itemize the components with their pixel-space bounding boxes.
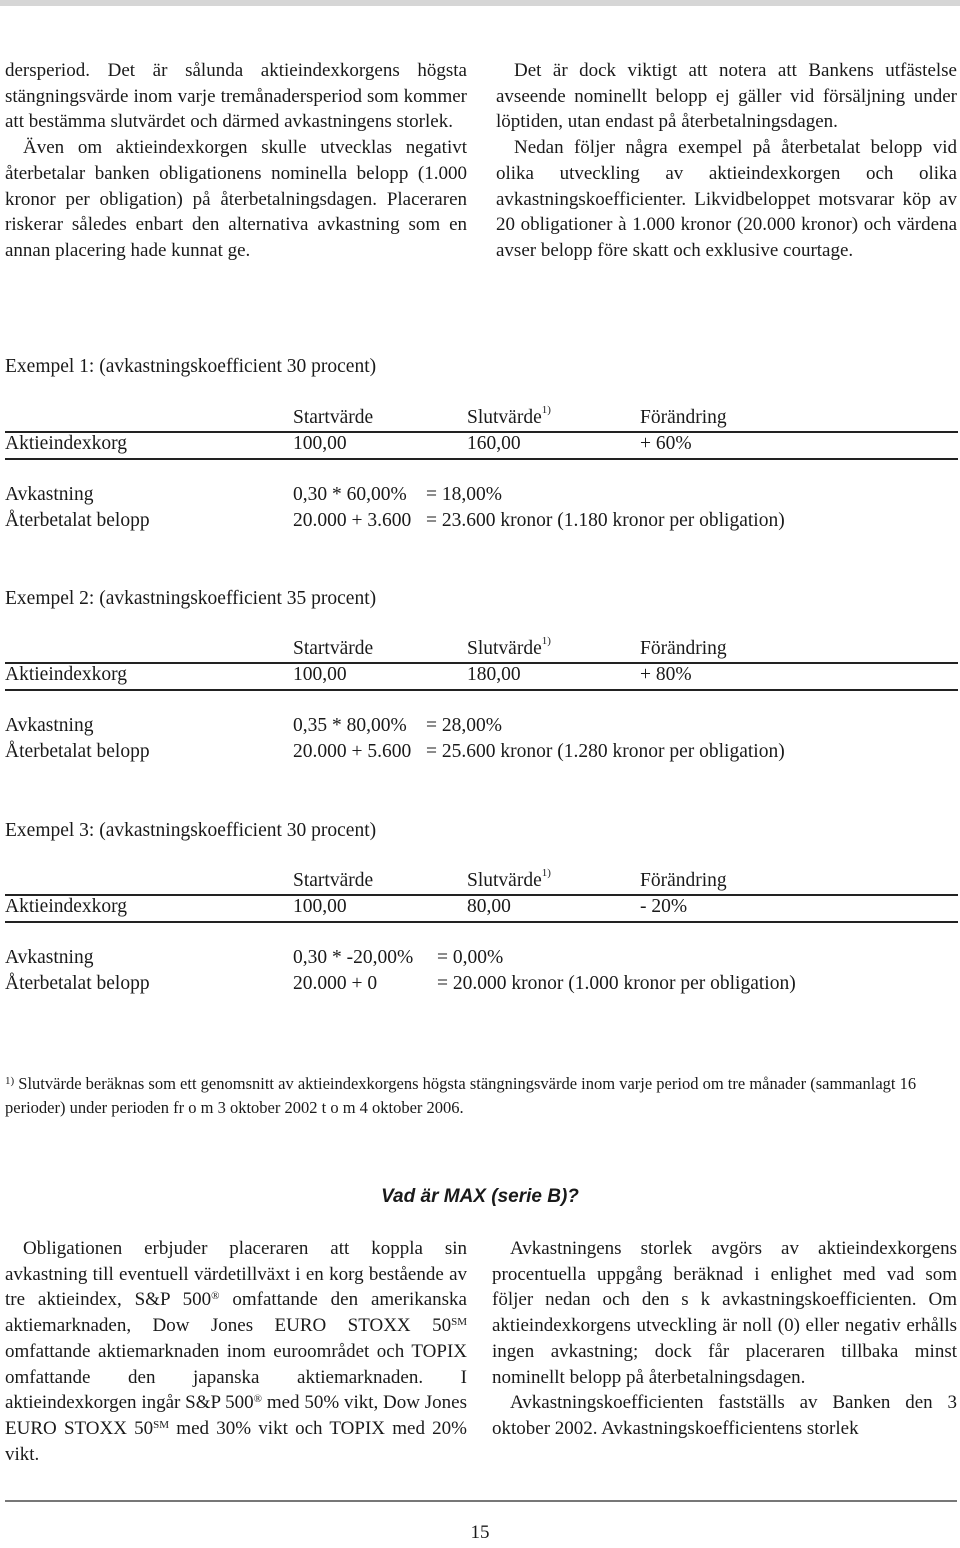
header-start: Startvärde bbox=[293, 870, 374, 891]
return-formula: 0,30 * -20,00% bbox=[293, 947, 414, 968]
header-change: Förändring bbox=[640, 638, 727, 659]
repaid-result: = 23.600 kronor (1.180 kronor per obligation) bbox=[426, 510, 785, 531]
top-border bbox=[0, 0, 960, 6]
return-result: = 18,00% bbox=[426, 484, 502, 505]
repaid-label: Återbetalat belopp bbox=[5, 510, 150, 531]
repaid-formula: 20.000 + 5.600 bbox=[293, 741, 412, 762]
index-label: Aktieindexkorg bbox=[5, 664, 128, 685]
return-result: = 0,00% bbox=[437, 947, 504, 968]
repaid-label: Återbetalat belopp bbox=[5, 741, 150, 762]
intro-left-paragraph: dersperiod. Det är sålunda aktieindexkorgens högsta stängningsvärde inom varje tremånadersperiod som kommer att bestämma slutvärdet och därmed avkastningens storlek. bbox=[5, 60, 467, 133]
table-rule bbox=[5, 921, 958, 923]
table-rule bbox=[5, 689, 958, 691]
index-label: Aktieindexkorg bbox=[5, 433, 128, 454]
return-result: = 28,00% bbox=[426, 715, 502, 736]
return-label: Avkastning bbox=[5, 715, 94, 736]
return-label: Avkastning bbox=[5, 484, 94, 505]
header-end: Slutvärde$^{1)}$ bbox=[467, 635, 551, 659]
repaid-formula: 20.000 + 3.600 bbox=[293, 510, 412, 531]
return-formula: 0,35 * 80,00% bbox=[293, 715, 407, 736]
start-value: 100,00 bbox=[293, 896, 347, 917]
intro-left-column bbox=[5, 58, 467, 264]
start-value: 100,00 bbox=[293, 433, 347, 454]
intro-right-column bbox=[496, 58, 957, 264]
example-3-title: Exempel 3: (avkastningskoefficient 30 procent) bbox=[5, 820, 377, 841]
intro-right-paragraph: Det är dock viktigt att notera att Bankens utfästelse avseende nominellt belopp ej gäller vid försäljning under löptiden, utan endast på återbetalningsdagen. bbox=[496, 60, 957, 133]
footnote-marker: 1) bbox=[5, 1075, 15, 1087]
footnote bbox=[5, 1072, 957, 1120]
table-rule bbox=[5, 458, 958, 460]
section-heading: Vad är MAX (serie B)? bbox=[381, 1186, 579, 1207]
repaid-formula: 20.000 + 0 bbox=[293, 973, 378, 994]
end-value: 80,00 bbox=[467, 896, 511, 917]
index-label: Aktieindexkorg bbox=[5, 896, 128, 917]
header-change: Förändring bbox=[640, 407, 727, 428]
return-formula: 0,30 * 60,00% bbox=[293, 484, 407, 505]
change-value: - 20% bbox=[640, 896, 688, 917]
example-1-title: Exempel 1: (avkastningskoefficient 30 procent) bbox=[5, 356, 377, 377]
section-right-column bbox=[492, 1236, 957, 1442]
header-end: Slutvärde$^{1)}$ bbox=[467, 404, 551, 428]
header-start: Startvärde bbox=[293, 638, 374, 659]
example-2-title: Exempel 2: (avkastningskoefficient 35 procent) bbox=[5, 588, 377, 609]
section-right-paragraph: Avkastningskoefficienten fastställs av Banken den 3 oktober 2002. Avkastningskoefficientens storlek bbox=[492, 1392, 957, 1439]
section-left-column bbox=[5, 1236, 467, 1467]
header-end: Slutvärde$^{1)}$ bbox=[467, 867, 551, 891]
header-change: Förändring bbox=[640, 870, 727, 891]
header-start: Startvärde bbox=[293, 407, 374, 428]
section-right-paragraph: Avkastningens storlek avgörs av aktieindexkorgens procentuella uppgång beräknad i enlighet med vad som följer nedan och den s k avkastningskoefficienten. Om aktieindexkorgens utveckling är noll (0) eller negativ erhålls ingen avkastning; dock får placeraren tillbaka minst nominellt belopp på återbetalningsdagen. bbox=[492, 1238, 957, 1388]
repaid-result: = 20.000 kronor (1.000 kronor per obligation) bbox=[437, 973, 796, 994]
footnote-text: Slutvärde beräknas som ett genomsnitt av aktieindexkorgens högsta stängningsvärde inom varje period om tre månader (sammanlagt 16 perioder) under perioden fr o m 3 oktober 2002 t o m 4 oktober 2006. bbox=[5, 1074, 917, 1117]
page-number: 15 bbox=[470, 1522, 490, 1543]
bottom-rule bbox=[5, 1500, 957, 1502]
end-value: 180,00 bbox=[467, 664, 521, 685]
intro-left-paragraph: Även om aktieindexkorgen skulle utvecklas negativt återbetalar banken obligationens nominella belopp (1.000 kronor per obligation) på återbetalningsdagen. Placeraren riskerar således enbart den alternativa avkastning som en annan placering hade kunnat ge. bbox=[5, 137, 467, 261]
repaid-label: Återbetalat belopp bbox=[5, 973, 150, 994]
start-value: 100,00 bbox=[293, 664, 347, 685]
change-value: + 80% bbox=[640, 664, 692, 685]
end-value: 160,00 bbox=[467, 433, 521, 454]
change-value: + 60% bbox=[640, 433, 692, 454]
section-left-paragraph: Obligationen erbjuder placeraren att koppla sin avkastning till eventuell värdetillväxt i en korg bestående av tre aktieindex, S&P 500® omfattande den amerikanska aktiemarknaden, Dow Jones EURO STOXX 50℠ omfattande aktiemarknaden inom euroområdet och TOPIX omfattande den japanska aktiemarknaden. I aktieindexkorgen ingår S&P 500® med 50% vikt, Dow Jones EURO STOXX 50℠ med 30% vikt och TOPIX med 20% vikt. bbox=[5, 1238, 467, 1465]
repaid-result: = 25.600 kronor (1.280 kronor per obligation) bbox=[426, 741, 785, 762]
intro-right-paragraph: Nedan följer några exempel på återbetalat belopp vid olika utveckling av aktieindexkorgen och olika avkastningskoefficienter. Likvidbeloppet motsvarar köp av 20 obligationer à 1.000 kronor (20.000 kronor) och värdena avser belopp före skatt och exklusive courtage. bbox=[496, 137, 957, 261]
return-label: Avkastning bbox=[5, 947, 94, 968]
